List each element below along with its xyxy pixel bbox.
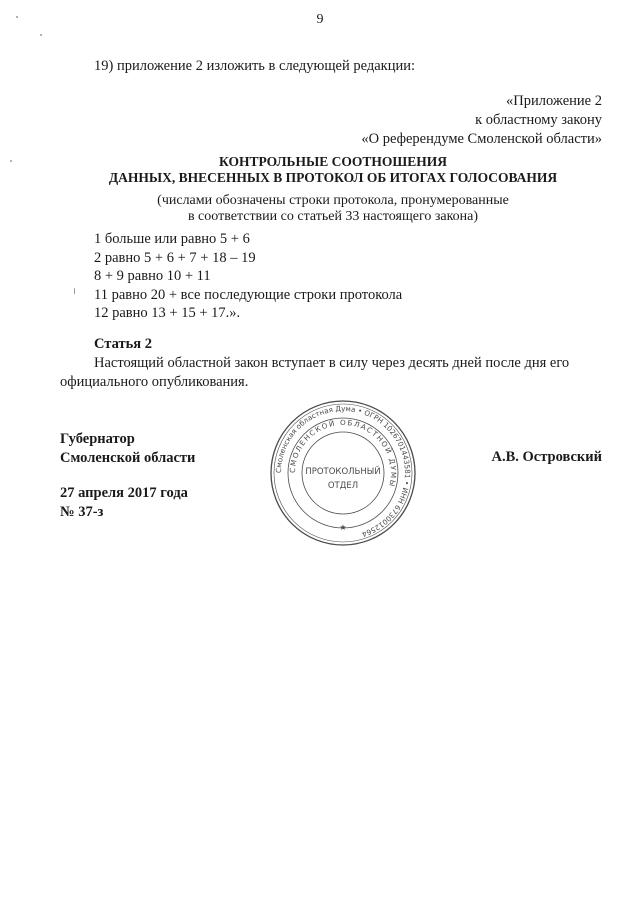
- stamp-outer-text: Смоленская областная Дума • ОГРН 1026701443581 • ИНН 6730012564: [273, 403, 413, 539]
- article-title: Статья 2: [94, 336, 152, 352]
- stamp-inner-text: СМОЛЕНСКОЙ ОБЛАСТНОЙ ДУМЫ: [287, 417, 399, 489]
- signatory-position: [60, 430, 195, 468]
- appendix-line: «О референдуме Смоленской области»: [361, 131, 602, 147]
- appendix-line: «Приложение 2: [506, 93, 602, 109]
- scan-speck: [40, 34, 42, 36]
- subtitle-line: (числами обозначены строки протокола, пронумерованные: [157, 193, 509, 208]
- appendix-header: [361, 92, 602, 149]
- position-line: Смоленской области: [60, 450, 196, 466]
- ratio-item: 8 + 9 равно 10 + 11: [94, 268, 211, 284]
- ratio-item: 1 больше или равно 5 + 6: [94, 231, 250, 247]
- law-date: 27 апреля 2017 года: [60, 485, 188, 501]
- title-line: ДАННЫХ, ВНЕСЕННЫХ В ПРОТОКОЛ ОБ ИТОГАХ ГОЛОСОВАНИЯ: [108, 170, 558, 185]
- control-ratios-list: [94, 230, 402, 323]
- ratio-item: 2 равно 5 + 6 + 7 + 18 – 19: [94, 249, 256, 266]
- ratio-item: 12 равно 13 + 15 + 17.».: [94, 305, 241, 321]
- law-date-number: [60, 484, 188, 522]
- scan-speck: [10, 160, 12, 162]
- scan-speck: [16, 16, 18, 18]
- document-subtitle: [60, 193, 606, 225]
- scan-speck: [74, 288, 75, 294]
- article-text: Настоящий областной закон вступает в силу через десять дней после дня его официального опубликования.: [60, 355, 570, 390]
- law-number: № 37-з: [60, 504, 104, 520]
- document-title: [60, 154, 606, 186]
- page-number: 9: [316, 12, 324, 27]
- title-line: КОНТРОЛЬНЫЕ СООТНОШЕНИЯ: [219, 154, 447, 169]
- appendix-line: к областному закону: [475, 112, 602, 128]
- signatory-name: А.В. Островский: [491, 449, 602, 465]
- intro-line: 19) приложение 2 изложить в следующей редакции:: [94, 58, 416, 74]
- stamp-center-line2: ОТДЕЛ: [327, 481, 359, 491]
- position-line: Губернатор: [60, 431, 135, 447]
- stamp-center-line1: ПРОТОКОЛЬНЫЙ: [305, 467, 381, 477]
- stamp-star-icon: ★: [339, 523, 347, 532]
- ratio-item: 11 равно 20 + все последующие строки протокола: [94, 286, 403, 303]
- subtitle-line: в соответствии со статьей 33 настоящего закона): [187, 209, 479, 224]
- official-stamp: [268, 398, 418, 548]
